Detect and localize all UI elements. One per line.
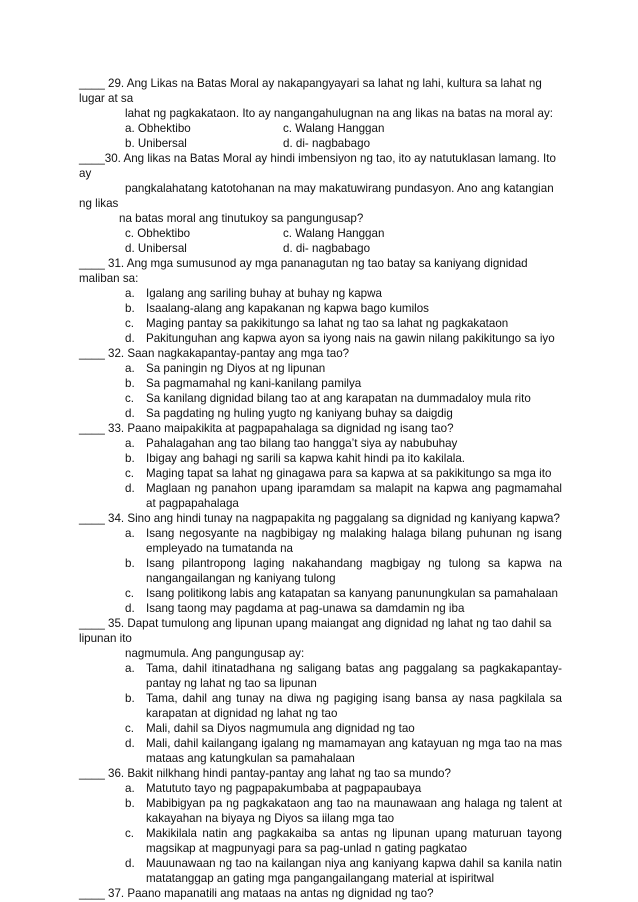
option-text: Tama, dahil ang tunay na diwa ng pagiging isang bansa ay nasa pagkilala sa karapatan at dignidad ng lahat ng tao	[146, 692, 562, 720]
option-letter: c.	[125, 467, 135, 480]
option	[125, 721, 562, 736]
option	[125, 661, 562, 691]
option-letter: d.	[125, 332, 135, 345]
option-text: Pakitunguhan ang kapwa ayon sa iyong nais na gawin nilang pakikitungo sa iyo	[146, 332, 555, 345]
option-letter: a.	[125, 362, 135, 375]
question-30	[79, 151, 562, 256]
question-34	[79, 511, 562, 616]
option-letter: b.	[125, 377, 135, 390]
option-text: Sa pagmamahal ng kani-kanilang pamilya	[146, 377, 362, 390]
option-text: Maglaan ng panahon upang iparamdam sa malapit na kapwa ang pagmamahal at pagpapahalaga	[146, 482, 562, 510]
option-text: Isaalang-alang ang kapakanan ng kapwa bago kumilos	[146, 302, 429, 315]
option-d-right: d. di- nagbabago	[283, 242, 371, 255]
option-text: Isang negosyante na nagbibigay ng malaking halaga bilang puhunan ng isang empleyado na tumatanda na	[146, 527, 562, 555]
option-text: Isang politikong labis ang katapatan sa kanyang panunungkulan sa pamahalaan	[146, 587, 558, 600]
question-30-stem-cont-4: na batas moral ang tinutukoy sa pangungusap?	[119, 212, 364, 225]
quiz-sheet	[79, 76, 562, 901]
option-letter: b.	[125, 692, 135, 705]
option-text: Isang pilantropong laging nakahandang magbigay ng tulong sa kapwa na nangangailangan ng kaniyang tulong	[146, 557, 562, 585]
option	[125, 451, 562, 466]
option-c-right: c. Walang Hanggan	[283, 227, 385, 240]
question-30-stem: ____30. Ang likas na Batas Moral ay hindi imbensiyon ng tao, ito ay natutuklasan lamang. Ito	[79, 152, 556, 165]
question-36	[79, 766, 562, 886]
option-text: Sa paningin ng Diyos at ng lipunan	[146, 362, 326, 375]
option-text: Maging tapat sa lahat ng ginagawa para sa kapwa at sa pakikitungo sa mga ito	[146, 467, 552, 480]
option-text: Ibigay ang bahagi ng sarili sa kapwa kahit hindi pa ito kakilala.	[146, 452, 466, 465]
option-letter: a.	[125, 662, 135, 675]
question-35-stem: ____ 35. Dapat tumulong ang lipunan upang maiangat ang dignidad ng lahat ng tao dahil sa	[79, 617, 552, 630]
option-letter: a.	[125, 782, 135, 795]
question-33-stem: ____ 33. Paano maipakikita at pagpapahalaga sa dignidad ng isang tao?	[79, 422, 454, 435]
question-32	[79, 346, 562, 421]
option	[125, 331, 562, 346]
option-text: Mali, dahil kailangang igalang ng mamamayan ang katayuan ng mga tao na mas mataas ang katungkulan sa pamahalaan	[146, 737, 562, 765]
option	[125, 406, 562, 421]
option-text: Igalang ang sariling buhay at buhay ng kapwa	[146, 287, 382, 300]
option	[125, 781, 562, 796]
question-29-stem-cont: lugar at sa	[79, 92, 134, 105]
question-31-stem: ____ 31. Ang mga sumusunod ay mga pananagutan ng tao batay sa kaniyang dignidad	[79, 257, 528, 270]
question-34-stem: ____ 34. Sino ang hindi tunay na nagpapakita ng paggalang sa dignidad ng kaniyang kapwa?	[79, 512, 560, 525]
question-35	[79, 616, 562, 766]
option-text: Isang taong may pagdama at pag-unawa sa damdamin ng iba	[146, 602, 465, 615]
option	[125, 466, 562, 481]
option	[125, 736, 562, 766]
option-letter: b.	[125, 557, 135, 570]
option-letter: c.	[125, 827, 135, 840]
option-letter: b.	[125, 302, 135, 315]
option-text: Matututo tayo ng pagpapakumbaba at pagpapaubaya	[146, 782, 422, 795]
option-letter: c.	[125, 722, 135, 735]
question-31-options	[79, 286, 562, 346]
question-30-options-row-2	[79, 241, 562, 256]
option-text: Sa pagdating ng huling yugto ng kaniyang buhay sa daigdig	[146, 407, 453, 420]
option	[125, 556, 562, 586]
question-35-stem-cont: lipunan ito	[79, 632, 132, 645]
option-text: Maging pantay sa pakikitungo sa lahat ng tao sa lahat ng pagkakataon	[146, 317, 509, 330]
question-33	[79, 421, 562, 511]
option-letter: a.	[125, 437, 135, 450]
question-30-stem-cont-2: pangkalahatang katotohanan na may makatuwirang pundasyon. Ano ang katangian	[125, 182, 554, 195]
question-32-options	[79, 361, 562, 421]
option	[125, 391, 562, 406]
option-text: Mabibigyan pa ng pagkakataon ang tao na maunawaan ang halaga ng talent at kakayahan na biyaya ng Diyos sa iilang mga tao	[146, 797, 562, 825]
option-text: Pahalagahan ang tao bilang tao hangga’t siya ay nabubuhay	[146, 437, 458, 450]
question-29	[79, 76, 562, 151]
option-c: c. Walang Hanggan	[283, 122, 385, 135]
option-letter: d.	[125, 602, 135, 615]
option-c-left: c. Obhektibo	[125, 227, 191, 240]
option-text: Mauunawaan ng tao na kailangan niya ang kaniyang kapwa dahil sa kanila natin matatanggap an gating mga pangangailangang material at ispiritwal	[146, 857, 562, 885]
option-d: d. di- nagbabago	[283, 137, 371, 150]
option-text: Makikilala natin ang pagkakaiba sa antas ng lipunan upang maturuan tayong magsikap at magpunyagi para sa pag-unlad n gating pagkatao	[146, 827, 562, 855]
question-35-options	[79, 661, 562, 766]
option-letter: d.	[125, 857, 135, 870]
option	[125, 826, 562, 856]
question-36-stem: ____ 36. Bakit nilkhang hindi pantay-pantay ang lahat ng tao sa mundo?	[79, 767, 451, 780]
option	[125, 691, 562, 721]
option-text: Tama, dahil itinatadhana ng saligang batas ang paggalang sa pagkakapantay-pantay ng lahat ng tao sa lipunan	[146, 662, 562, 690]
question-34-options	[79, 526, 562, 616]
option-letter: d.	[125, 737, 135, 750]
option	[125, 526, 562, 556]
question-29-stem: ____ 29. Ang Likas na Batas Moral ay nakapangyayari sa lahat ng lahi, kultura sa lahat ng	[79, 77, 542, 90]
option-letter: d.	[125, 407, 135, 420]
question-30-options-row-1	[79, 226, 562, 241]
question-29-options-row-2	[79, 136, 562, 151]
option-text: Mali, dahil sa Diyos nagmumula ang dignidad ng tao	[146, 722, 415, 735]
option-letter: c.	[125, 392, 135, 405]
question-30-stem-cont: ay	[79, 167, 92, 180]
question-31-stem-cont: maliban sa:	[79, 272, 139, 285]
option-letter: d.	[125, 482, 135, 495]
option-letter: c.	[125, 317, 135, 330]
option	[125, 481, 562, 511]
question-30-stem-cont-3: ng likas	[79, 197, 119, 210]
question-29-stem-cont-2: lahat ng pagkakataon. Ito ay nangangahulugnan na ang likas na batas na moral ay:	[125, 107, 554, 120]
question-32-stem: ____ 32. Saan nagkakapantay-pantay ang mga tao?	[79, 347, 350, 360]
question-37	[79, 886, 562, 901]
question-33-options	[79, 436, 562, 511]
option	[125, 856, 562, 886]
option	[125, 376, 562, 391]
option-letter: a.	[125, 527, 135, 540]
option	[125, 361, 562, 376]
question-29-options-row-1	[79, 121, 562, 136]
question-37-stem: ____ 37. Paano mapanatili ang mataas na antas ng dignidad ng tao?	[79, 887, 434, 900]
option	[125, 586, 562, 601]
option	[125, 301, 562, 316]
option-letter: a.	[125, 287, 135, 300]
option	[125, 316, 562, 331]
option	[125, 796, 562, 826]
option	[125, 601, 562, 616]
question-31	[79, 256, 562, 346]
option-letter: b.	[125, 797, 135, 810]
option-text: Sa kanilang dignidad bilang tao at ang karapatan na dummadaloy mula rito	[146, 392, 531, 405]
option-letter: c.	[125, 587, 135, 600]
option-b: b. Unibersal	[125, 137, 187, 150]
option	[125, 436, 562, 451]
option-a: a. Obhektibo	[125, 122, 191, 135]
option	[125, 286, 562, 301]
option-d-left: d. Unibersal	[125, 242, 187, 255]
option-letter: b.	[125, 452, 135, 465]
question-35-stem-cont-2: nagmumula. Ang pangungusap ay:	[125, 647, 305, 660]
question-36-options	[79, 781, 562, 886]
